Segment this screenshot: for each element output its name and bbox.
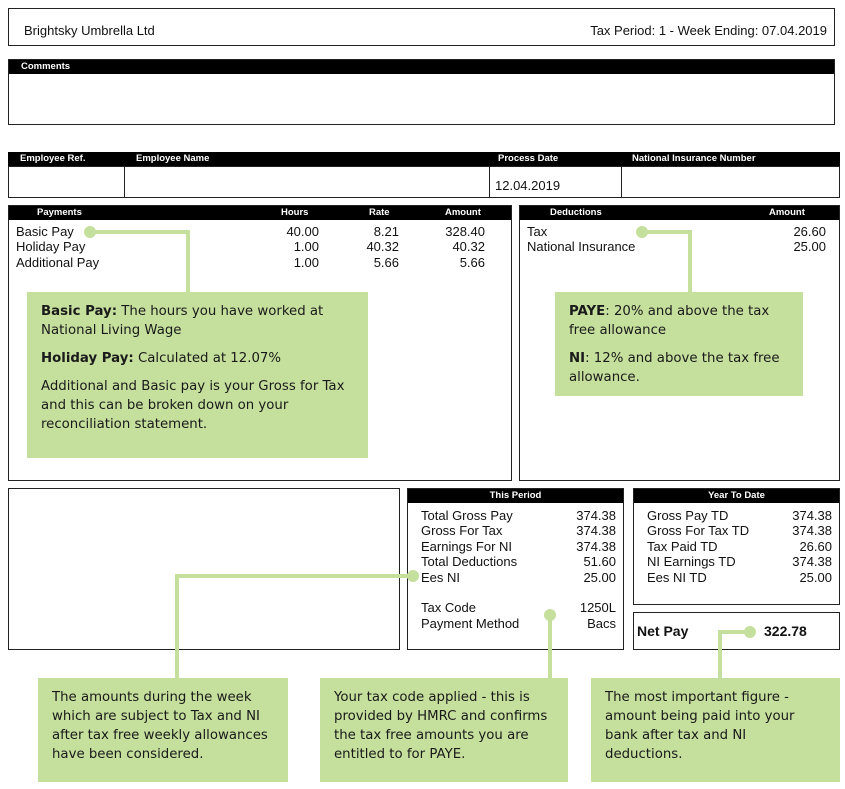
week-amounts-note <box>38 678 288 782</box>
net-pay-note-text: The most important figure - amount being paid into your bank after tax and NI deductions. <box>605 690 795 762</box>
hours-label: Hours <box>281 207 309 218</box>
payment-hours: 1.00 <box>293 255 319 270</box>
deduction-name: National Insurance <box>527 239 636 254</box>
rate-label: Rate <box>369 207 390 218</box>
tax-code-note-text: Your tax code applied - this is provided by HMRC and confirms the tax free amounts you are entitled to for PAYE. <box>334 690 548 762</box>
tax-code-note <box>320 678 568 782</box>
employee-header <box>8 152 840 166</box>
tax-code-value: 1250L <box>579 600 616 615</box>
net-pay-label: Net Pay <box>637 623 689 639</box>
paye-note-text: : 20% and above the tax free allowance <box>569 304 770 338</box>
year-to-date-box <box>633 488 840 605</box>
basic-pay-note <box>27 292 368 458</box>
this-period-label: This Period <box>489 490 542 501</box>
basic-pay-note-text: The hours you have worked at National Living Wage <box>41 304 324 338</box>
ni-note-text: : 12% and above the tax free allowance. <box>569 351 780 385</box>
this-period-name: Earnings For NI <box>421 539 513 554</box>
deduction-amount: 25.00 <box>793 239 826 254</box>
comments-header <box>9 60 834 74</box>
this-period-value: 51.60 <box>583 554 616 569</box>
tax-code-label: Tax Code <box>421 600 476 615</box>
year-to-date-label: Year To Date <box>708 490 765 501</box>
deductions-note <box>555 292 803 396</box>
paye-note-title: PAYE <box>569 304 606 319</box>
employee-name-cell <box>124 166 490 198</box>
basic-pay-note-title: Basic Pay: <box>41 304 118 319</box>
blank-box <box>8 488 400 650</box>
deduction-amount: 26.60 <box>793 224 826 239</box>
this-period-name: Gross For Tax <box>421 523 503 538</box>
payment-amount: 328.40 <box>445 224 485 239</box>
payment-name: Additional Pay <box>16 255 100 270</box>
deductions-header <box>520 206 839 220</box>
week-amounts-note-text: The amounts during the week which are subject to Tax and NI after tax free weekly allowances have been considered. <box>52 690 268 762</box>
connector-line <box>718 630 722 678</box>
payment-rate: 5.66 <box>373 255 399 270</box>
deductions-label: Deductions <box>550 207 602 218</box>
ni-number-cell <box>621 166 840 198</box>
ytd-name: Tax Paid TD <box>647 539 718 554</box>
payment-name: Holiday Pay <box>16 239 86 254</box>
ytd-value: 374.38 <box>792 554 832 569</box>
this-period-value: 374.38 <box>576 508 616 523</box>
connector-line <box>175 574 411 578</box>
ni-number-label: National Insurance Number <box>632 153 756 164</box>
ytd-value: 25.00 <box>799 570 832 585</box>
payment-rate: 40.32 <box>366 239 399 254</box>
process-date-label: Process Date <box>498 153 559 164</box>
ytd-name: NI Earnings TD <box>647 554 736 569</box>
gross-note-text: Additional and Basic pay is your Gross for Tax and this can be broken down on your reconciliation statement. <box>41 379 345 432</box>
connector-line <box>718 630 748 634</box>
this-period-value: 374.38 <box>576 539 616 554</box>
ytd-value: 26.60 <box>799 539 832 554</box>
payment-amount: 40.32 <box>452 239 485 254</box>
connector-line <box>186 230 190 292</box>
this-period-value: 25.00 <box>583 570 616 585</box>
ytd-name: Gross Pay TD <box>647 508 729 523</box>
this-period-name: Total Deductions <box>421 554 518 569</box>
holiday-pay-note-text: Calculated at 12.07% <box>137 351 281 366</box>
employee-ref-label: Employee Ref. <box>20 153 86 164</box>
employee-ref-cell <box>8 166 125 198</box>
payment-hours: 40.00 <box>286 224 319 239</box>
holiday-pay-note-title: Holiday Pay: <box>41 351 134 366</box>
deduction-name: Tax <box>527 224 548 239</box>
payment-method-label: Payment Method <box>421 616 520 631</box>
payment-amount: 5.66 <box>459 255 485 270</box>
process-date-cell <box>489 166 622 198</box>
year-to-date-header <box>634 489 839 503</box>
net-pay-value: 322.78 <box>764 623 807 639</box>
payment-rate: 8.21 <box>373 224 399 239</box>
amount-label: Amount <box>445 207 481 218</box>
this-period-name: Ees NI <box>421 570 461 585</box>
this-period-value: 374.38 <box>576 523 616 538</box>
connector-line <box>94 230 190 234</box>
tax-period: Tax Period: 1 - Week Ending: 07.04.2019 <box>590 23 827 38</box>
employee-info <box>8 152 840 198</box>
ytd-name: Gross For Tax TD <box>647 523 750 538</box>
ytd-name: Ees NI TD <box>647 570 707 585</box>
payments-label: Payments <box>37 207 82 218</box>
payment-hours: 1.00 <box>293 239 319 254</box>
process-date-value: 12.04.2019 <box>495 178 561 193</box>
ytd-value: 374.38 <box>792 508 832 523</box>
comments-label: Comments <box>21 61 71 72</box>
ni-note-title: NI <box>569 351 586 366</box>
comments-box <box>8 59 835 125</box>
connector-line <box>548 616 552 678</box>
employee-name-label: Employee Name <box>136 153 210 164</box>
connector-line <box>175 574 179 678</box>
this-period-box <box>407 488 624 650</box>
ytd-value: 374.38 <box>792 523 832 538</box>
company-name: Brightsky Umbrella Ltd <box>24 23 155 38</box>
connector-line <box>646 230 692 234</box>
deductions-amount-label: Amount <box>769 207 805 218</box>
payment-method-value: Bacs <box>587 616 616 631</box>
this-period-header <box>408 489 623 503</box>
net-pay-note <box>591 678 840 782</box>
this-period-name: Total Gross Pay <box>421 508 513 523</box>
connector-line <box>688 230 692 292</box>
payment-name: Basic Pay <box>16 224 74 239</box>
header-box <box>8 8 835 46</box>
payments-header <box>9 206 511 220</box>
